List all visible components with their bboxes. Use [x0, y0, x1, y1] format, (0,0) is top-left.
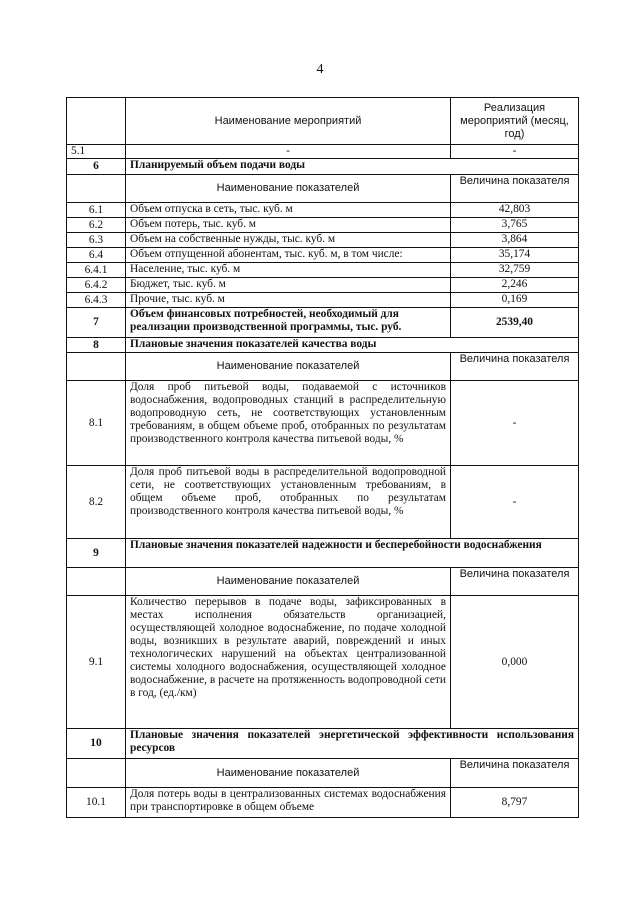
row-num: 6.2 — [67, 218, 126, 233]
row-name: Количество перерывов в подаче воды, зафиксированных в местах исполнения обязательств организацией, осуществляющей холодное водоснабжение, по подаче холодной воды, возникших в результате аварий, повреждений и иных технологических нарушений на объектах централизованной системы холодного водоснабжения, осуществляющей холодное водоснабжение, в расчете на протяженность водопроводной сети в год, (ед./км) — [126, 596, 451, 729]
row-num: 6.4.2 — [67, 278, 126, 293]
subheader-num-cell — [67, 759, 126, 788]
row-value: 2,246 — [451, 278, 579, 293]
row-name: Объем на собственные нужды, тыс. куб. м — [126, 233, 451, 248]
row-value: 3,864 — [451, 233, 579, 248]
table-row — [67, 466, 579, 539]
subheader-value-cell: Величина показателя — [451, 568, 579, 596]
row-value: 0,000 — [451, 596, 579, 729]
section-num: 8 — [67, 338, 126, 353]
subheader-row — [67, 175, 579, 203]
section-title: Плановые значения показателей качества воды — [126, 338, 579, 353]
table-row — [67, 263, 579, 278]
section-num: 6 — [67, 159, 126, 175]
row-num: 5.1 — [67, 145, 126, 159]
subheader-value-cell: Величина показателя — [451, 353, 579, 381]
subheader-name-cell: Наименование показателей — [126, 568, 451, 596]
row-name: Объем отпущенной абонентам, тыс. куб. м, в том числе: — [126, 248, 451, 263]
row-num: 6.4.3 — [67, 293, 126, 308]
section-title: Объем финансовых потребностей, необходимый для реализации производственной программы, тыс. руб. — [126, 308, 451, 338]
section-num: 7 — [67, 308, 126, 338]
row-value: 0,169 — [451, 293, 579, 308]
section-num: 10 — [67, 729, 126, 759]
subheader-name-cell: Наименование показателей — [126, 759, 451, 788]
header-value-cell: Реализация мероприятий (месяц, год) — [451, 98, 579, 145]
subheader-value-cell: Величина показателя — [451, 175, 579, 203]
section-row — [67, 308, 579, 338]
row-num: 8.1 — [67, 381, 126, 466]
subheader-row — [67, 568, 579, 596]
section-num: 9 — [67, 539, 126, 568]
row-num: 6.1 — [67, 203, 126, 218]
section-title: Плановые значения показателей надежности и бесперебойности водоснабжения — [126, 539, 579, 568]
table-row — [67, 248, 579, 263]
row-num: 10.1 — [67, 788, 126, 818]
header-name-cell: Наименование мероприятий — [126, 98, 451, 145]
subheader-name-cell: Наименование показателей — [126, 175, 451, 203]
section-value: 2539,40 — [451, 308, 579, 338]
row-value: 35,174 — [451, 248, 579, 263]
row-num: 6.3 — [67, 233, 126, 248]
page-number: 4 — [316, 62, 324, 77]
table-row — [67, 278, 579, 293]
row-value: 32,759 — [451, 263, 579, 278]
row-name: - — [126, 145, 451, 159]
subheader-num-cell — [67, 568, 126, 596]
section-row — [67, 729, 579, 759]
header-num-cell — [67, 98, 126, 145]
subheader-row — [67, 353, 579, 381]
table-row — [67, 596, 579, 729]
row-num: 8.2 — [67, 466, 126, 539]
section-row — [67, 539, 579, 568]
row-name: Доля потерь воды в централизованных системах водоснабжения при транспортировке в общем объеме — [126, 788, 451, 818]
row-name: Прочие, тыс. куб. м — [126, 293, 451, 308]
row-name: Бюджет, тыс. куб. м — [126, 278, 451, 293]
subheader-name-cell: Наименование показателей — [126, 353, 451, 381]
table-row — [67, 293, 579, 308]
row-value: - — [451, 381, 579, 466]
row-num: 6.4.1 — [67, 263, 126, 278]
subheader-num-cell — [67, 353, 126, 381]
table-row — [67, 381, 579, 466]
row-num: 9.1 — [67, 596, 126, 729]
section-title: Планируемый объем подачи воды — [126, 159, 579, 175]
row-value: - — [451, 145, 579, 159]
table-row — [67, 218, 579, 233]
subheader-num-cell — [67, 175, 126, 203]
row-num: 6.4 — [67, 248, 126, 263]
section-row — [67, 338, 579, 353]
row-name: Население, тыс. куб. м — [126, 263, 451, 278]
program-table — [66, 97, 579, 818]
table-row — [67, 145, 579, 159]
row-value: 3,765 — [451, 218, 579, 233]
subheader-row — [67, 759, 579, 788]
row-value: - — [451, 466, 579, 539]
row-name: Доля проб питьевой воды, подаваемой с источников водоснабжения, водопроводных станций в распределительную водопроводную сеть, не соответствующих установленным требованиям, в общем объеме проб, отобранных по результатам производственного контроля качества питьевой воды, % — [126, 381, 451, 466]
table-row — [67, 788, 579, 818]
subheader-value-cell: Величина показателя — [451, 759, 579, 788]
table-row — [67, 203, 579, 218]
row-name: Объем отпуска в сеть, тыс. куб. м — [126, 203, 451, 218]
row-name: Доля проб питьевой воды в распределительной водопроводной сети, не соответствующих установленным требованиям, в общем объеме проб, отобранных по результатам производственного контроля качества питьевой воды, % — [126, 466, 451, 539]
section-title: Плановые значения показателей энергетической эффективности использования ресурсов — [126, 729, 579, 759]
row-value: 42,803 — [451, 203, 579, 218]
row-value: 8,797 — [451, 788, 579, 818]
table-header-row — [67, 98, 579, 145]
table-row — [67, 233, 579, 248]
row-name: Объем потерь, тыс. куб. м — [126, 218, 451, 233]
section-row — [67, 159, 579, 175]
